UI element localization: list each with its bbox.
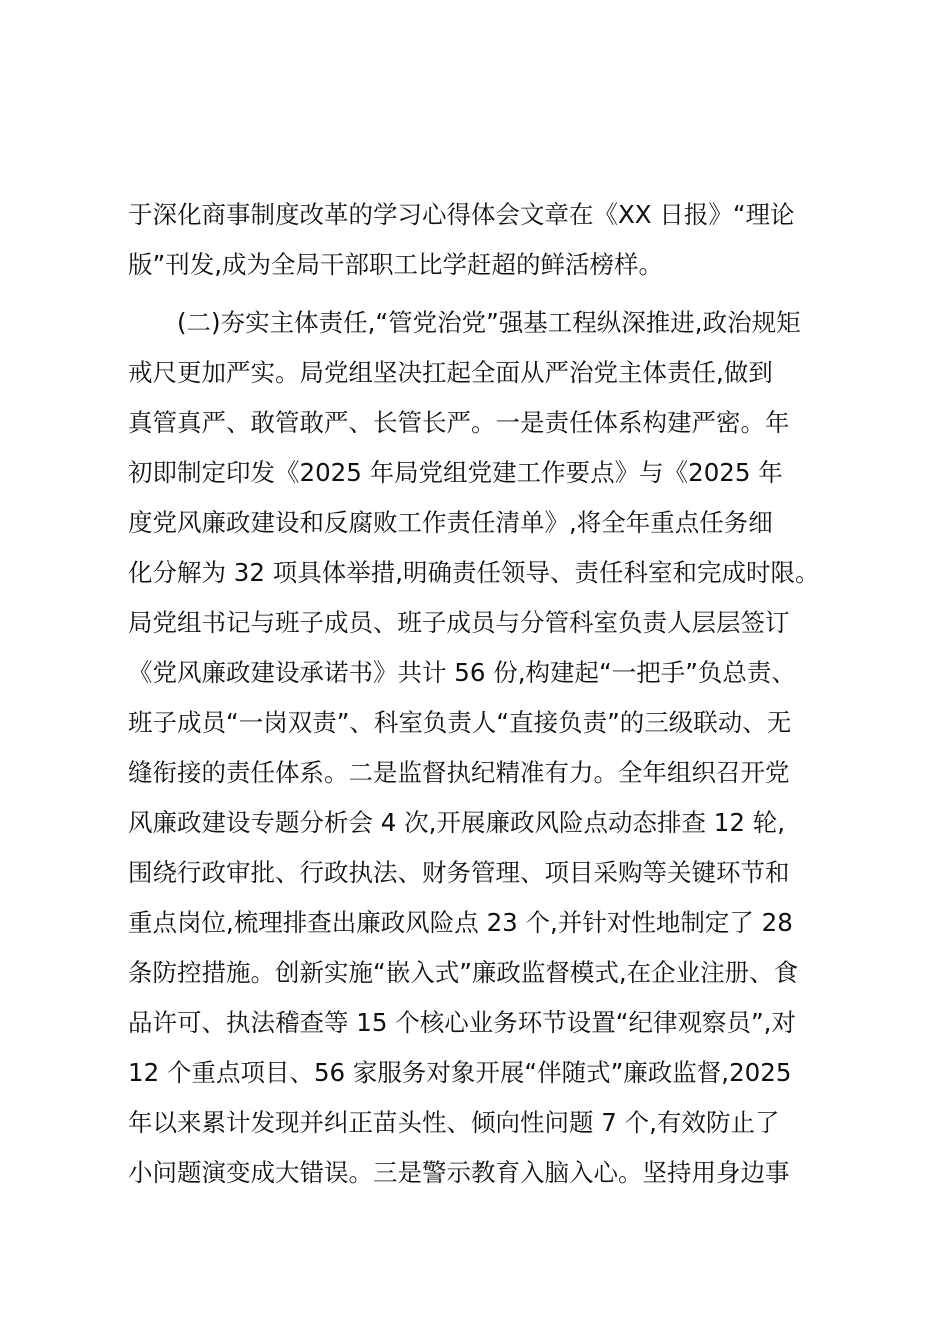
- text-line: 度党风廉政建设和反腐败工作责任清单》,将全年重点任务细: [128, 508, 773, 537]
- paragraph-gap: [128, 290, 828, 298]
- text-line: 围绕行政审批、行政执法、财务管理、项目采购等关键环节和: [128, 858, 790, 887]
- text-line: 风廉政建设专题分析会 4 次,开展廉政风险点动态排查 12 轮,: [128, 808, 785, 837]
- text-line: 《党风廉政建设承诺书》共计 56 份,构建起“一把手”负总责、: [128, 658, 796, 687]
- body-text: [128, 190, 828, 1198]
- text-line: 12 个重点项目、56 家服务对象开展“伴随式”廉政监督,2025: [128, 1058, 792, 1087]
- text-line: 重点岗位,梳理排查出廉政风险点 23 个,并针对性地制定了 28: [128, 908, 793, 937]
- text-line: 年以来累计发现并纠正苗头性、倾向性问题 7 个,有效防止了: [128, 1108, 780, 1137]
- text-line: 局党组书记与班子成员、班子成员与分管科室负责人层层签订: [128, 608, 790, 637]
- text-line: 真管真严、敢管敢严、长管长严。一是责任体系构建严密。年: [128, 408, 790, 437]
- text-line: 初即制定印发《2025 年局党组党建工作要点》与《2025 年: [128, 458, 783, 487]
- text-line: 缝衔接的责任体系。二是监督执纪精准有力。全年组织召开党: [128, 758, 790, 787]
- text-line: 小问题演变成大错误。三是警示教育入脑入心。坚持用身边事: [128, 1158, 790, 1187]
- text-line: 班子成员“一岗双责”、科室负责人“直接负责”的三级联动、无: [128, 708, 792, 737]
- text-line: 品许可、执法稽查等 15 个核心业务环节设置“纪律观察员”,对: [128, 1008, 796, 1037]
- text-line: 化分解为 32 项具体举措,明确责任领导、责任科室和完成时限。: [128, 558, 820, 587]
- text-line: (二)夯实主体责任,“管党治党”强基工程纵深推进,政治规矩: [128, 308, 801, 337]
- text-line: 于深化商事制度改革的学习心得体会文章在《XX 日报》“理论: [128, 200, 795, 229]
- text-line: 版”刊发,成为全局干部职工比学赶超的鲜活榜样。: [128, 250, 663, 279]
- text-line: 条防控措施。创新实施“嵌入式”廉政监督模式,在企业注册、食: [128, 958, 799, 987]
- text-line: 戒尺更加严实。局党组坚决扛起全面从严治党主体责任,做到: [128, 358, 773, 387]
- paragraph-1: [128, 190, 828, 290]
- paragraph-2: [128, 298, 828, 1198]
